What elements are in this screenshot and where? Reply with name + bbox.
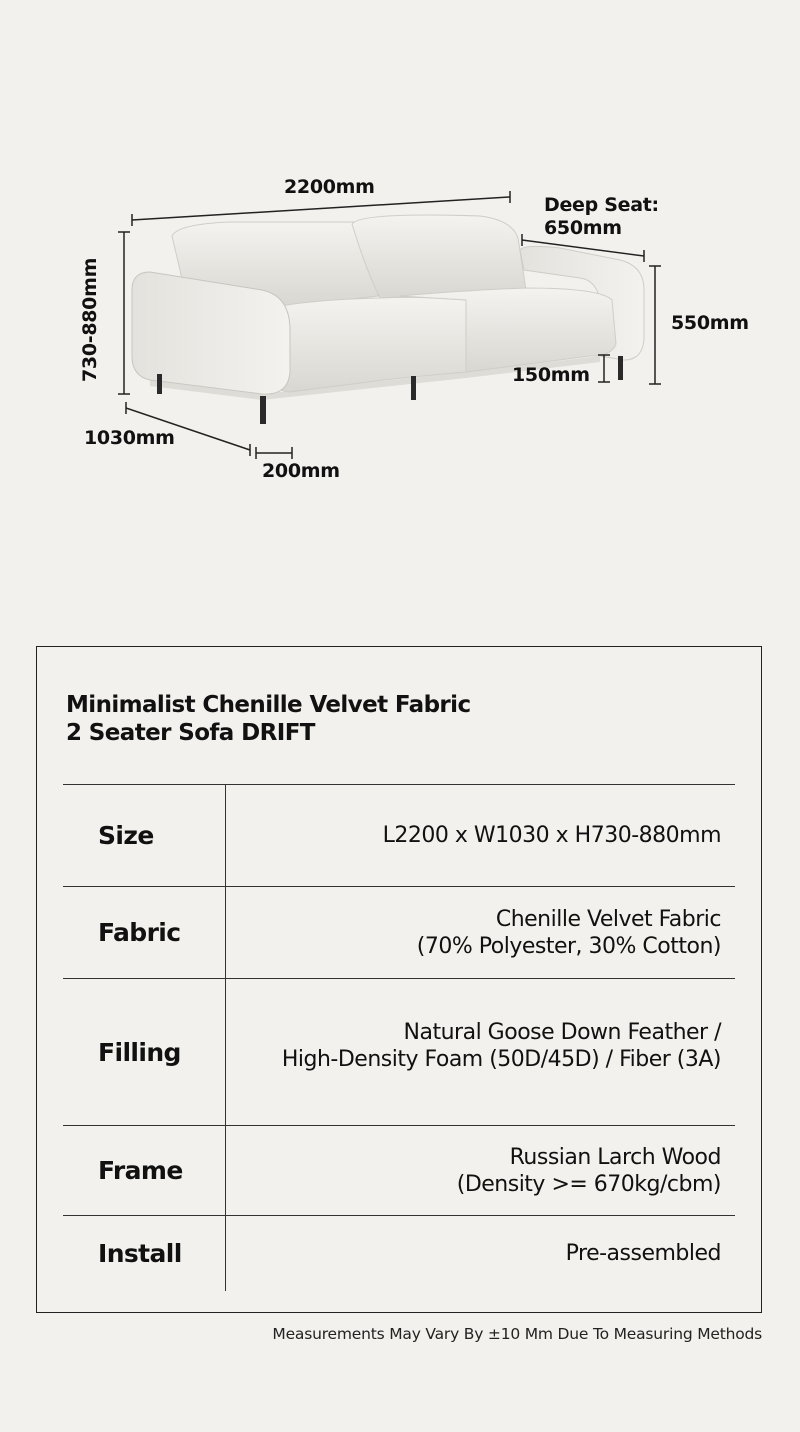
spec-label-fabric: Fabric	[98, 918, 181, 947]
height-dimension: 730-880mm	[79, 257, 101, 382]
spec-row-frame	[63, 1125, 735, 1215]
spec-label-filling: Filling	[98, 1037, 181, 1067]
spec-value-install: Pre-assembled	[565, 1241, 721, 1266]
spec-label-size: Size	[98, 821, 154, 850]
spec-value-size: L2200 x W1030 x H730-880mm	[382, 823, 721, 848]
dimension-diagram	[0, 0, 800, 560]
seat-height-dimension: 550mm	[671, 312, 749, 334]
spec-value-filling: Natural Goose Down Feather / High-Density Foam (50D/45D) / Fiber (3A)	[281, 1020, 721, 1072]
spec-label-install: Install	[98, 1239, 182, 1268]
spec-row-filling	[63, 978, 735, 1125]
spec-box	[36, 646, 762, 1313]
product-title-line2: 2 Seater Sofa DRIFT	[66, 720, 315, 746]
length-dimension: 2200mm	[284, 176, 375, 198]
spec-row-install	[63, 1215, 735, 1291]
spec-label-frame: Frame	[98, 1156, 183, 1185]
deep-seat-label: Deep Seat:	[544, 194, 659, 216]
spec-table	[63, 784, 735, 1291]
leg-height-dimension: 150mm	[512, 364, 590, 386]
spec-value-fabric: Chenille Velvet Fabric (70% Polyester, 30% Cotton)	[416, 906, 721, 959]
depth-dimension: 1030mm	[84, 427, 175, 449]
spec-row-fabric	[63, 886, 735, 978]
spec-row-size	[63, 784, 735, 886]
deep-seat-value: 650mm	[544, 217, 622, 239]
leg-back-left	[157, 374, 162, 394]
measurement-disclaimer: Measurements May Vary By ±10 Mm Due To Measuring Methods	[272, 1325, 762, 1343]
spec-value-frame: Russian Larch Wood (Density >= 670kg/cbm)	[456, 1144, 721, 1197]
leg-inset-dimension: 200mm	[262, 460, 340, 482]
leg-back-right	[618, 356, 623, 380]
deep-seat-dimension	[544, 194, 659, 240]
product-title-line1: Minimalist Chenille Velvet Fabric	[66, 692, 471, 718]
back-cushion-right	[352, 215, 526, 298]
sofa-illustration	[0, 0, 800, 560]
leg-front-left	[260, 396, 266, 424]
product-title	[66, 691, 471, 747]
leg-front-right	[411, 376, 416, 400]
